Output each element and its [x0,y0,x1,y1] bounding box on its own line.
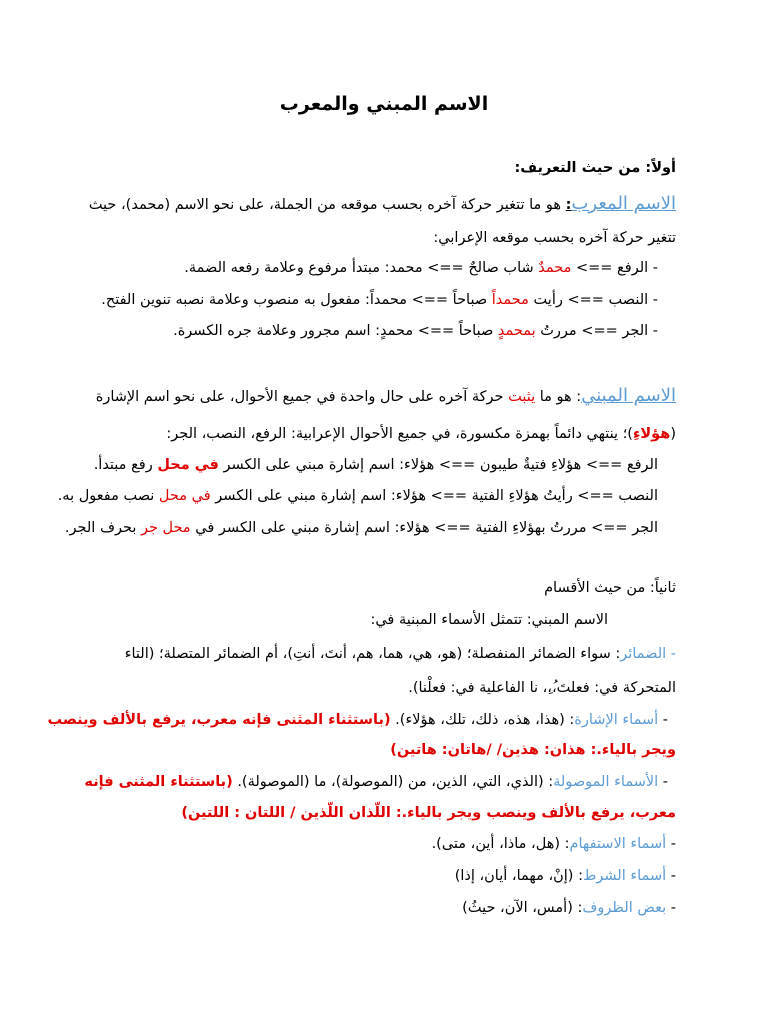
mu3rab-definition-line2: تتغير حركة آخره بحسب موقعه الإعرابي: [433,230,676,246]
exception-note: (باستثناء المثنى فإنه [84,774,233,790]
conditionals-label: أسماء الشرط [582,868,667,884]
interrogatives-line [92,834,676,854]
list-dash: - [666,900,676,916]
demonstratives-label: أسماء الإشارة [574,712,659,728]
highlight-word: هؤلاءِ [632,426,671,442]
interrogatives-label: أسماء الاستفهام [569,836,667,852]
list-dash: - [666,868,676,884]
relatives-text: : (الذي، التي، الذين، من (الموصولة)، ما (الموصولة). [232,774,554,790]
adverbs-line [92,898,676,918]
example-text: الرفع ==> هؤلاءِ فتيةٌ طيبون ==> هؤلاء: اسم إشارة مبني على الكسر [218,457,658,473]
conditionals-line [92,866,676,886]
mu3rab-term: الاسم المعرب [571,193,676,214]
mu3rab-example-jarr [92,321,658,341]
definition-text: ( [670,426,676,442]
mu3rab-example-raf [92,258,658,278]
mu3rab-definition-text: هو ما تتغير حركة آخره بحسب موقعه من الجملة، على نحو الاسم (محمد)، حيث [88,197,566,213]
interrogatives-text: : (هل، ماذا، أين، متى). [431,836,570,852]
mu3rab-colon: : [565,197,572,213]
example-text: - الجر ==> مررتُ [535,323,658,339]
list-dash: - [666,836,676,852]
pronouns-line2: المتحركة في: فعلتَ،ُ،ِ، نا الفاعلية في: فعلْنا). [408,680,676,696]
mabni-definition-line1 [92,386,676,407]
conditionals-text: : (إنْ، مهما، أيان، إذا) [454,868,583,884]
mabni-example-jarr [64,518,658,538]
section2-intro: الاسم المبني: تتمثل الأسماء المبنية في: [370,612,608,628]
example-text: صباحاً ==> محمداً: مفعول به منصوب وعلامة نصبه تنوين الفتح. [101,292,492,308]
example-text: الجر ==> مررتُ بهؤلاءِ الفتية ==> هؤلاء: اسم إشارة مبني على الكسر في [190,520,658,536]
mabni-definition-line2 [92,424,676,444]
pronouns-text: : سواء الضمائر المنفصلة؛ (هو، هي، هما، هم، أنتَ، أنتِ)، أم الضمائر المتصلة؛ (التاء [124,646,621,662]
list-dash: - [658,774,668,790]
mu3rab-definition-line1 [88,193,676,215]
page-title: الاسم المبني والمعرب [279,93,489,115]
pronouns-line1 [92,644,676,664]
demonstratives-line1 [47,710,668,730]
mabni-example-raf [92,455,658,475]
highlight-word: في محل [157,457,219,473]
highlight-word: محل جر [140,520,191,536]
example-text: - الرفع ==> [571,260,658,276]
exception-note: (باستثناء المثنى فإنه معرب، يرفع بالألف وينصب [47,712,391,728]
definition-text: )؛ ينتهي دائماً بهمزة مكسورة، في جميع الأحوال الإعرابية: الرفع، النصب، الجر: [166,426,633,442]
example-text: نصب مفعول به. [57,488,159,504]
example-text: شاب صالحٌ ==> محمد: مبتدأ مرفوع وعلامة رفعه الضمة. [184,260,539,276]
list-dash: - [658,712,668,728]
section1-heading: أولاً: من حيث التعريف: [514,160,676,176]
example-text: رفع مبتدأ. [93,457,158,473]
section2-heading: ثانياً: من حيث الأقسام [544,580,676,596]
highlight-word: يثبت [508,389,536,405]
demonstratives-line2: ويجر بالياء.: هذان: هذين/ /هاتان: هاتين) [390,742,676,758]
adverbs-text: : (أمس، الآن، حيثُ) [462,900,583,916]
mabni-term: الاسم المبني [581,385,676,406]
relatives-label: الأسماء الموصولة [553,774,659,790]
pronouns-label: - الضمائر [620,646,676,662]
example-text: بحرف الجر. [64,520,141,536]
relatives-line2: معرب، يرفع بالألف وينصب ويجر بالياء.: اللّذان اللّذين / اللتان : اللتين) [181,805,676,821]
demonstratives-text: : (هذا، هذه، ذلك، تلك، هؤلاء). [390,712,575,728]
highlight-word: محمداً [491,292,529,308]
definition-text: : هو ما [535,389,582,405]
mu3rab-example-nasb [92,290,658,310]
definition-text: حركة آخره على حال واحدة في جميع الأحوال، على نحو اسم الإشارة [95,389,509,405]
mabni-example-nasb [57,486,658,506]
adverbs-label: بعض الظروف [582,900,667,916]
example-text: صباحاً ==> محمدٍ: اسم مجرور وعلامة جره الكسرة. [173,323,498,339]
highlight-word: في محل [158,488,211,504]
example-text: النصب ==> رأيتُ هؤلاءِ الفتية ==> هؤلاء: اسم إشارة مبني على الكسر [210,488,658,504]
highlight-word: محمدٌ [538,260,572,276]
example-text: - النصب ==> رأيت [528,292,658,308]
highlight-word: بمحمدٍ [497,323,536,339]
relatives-line1 [84,772,668,792]
